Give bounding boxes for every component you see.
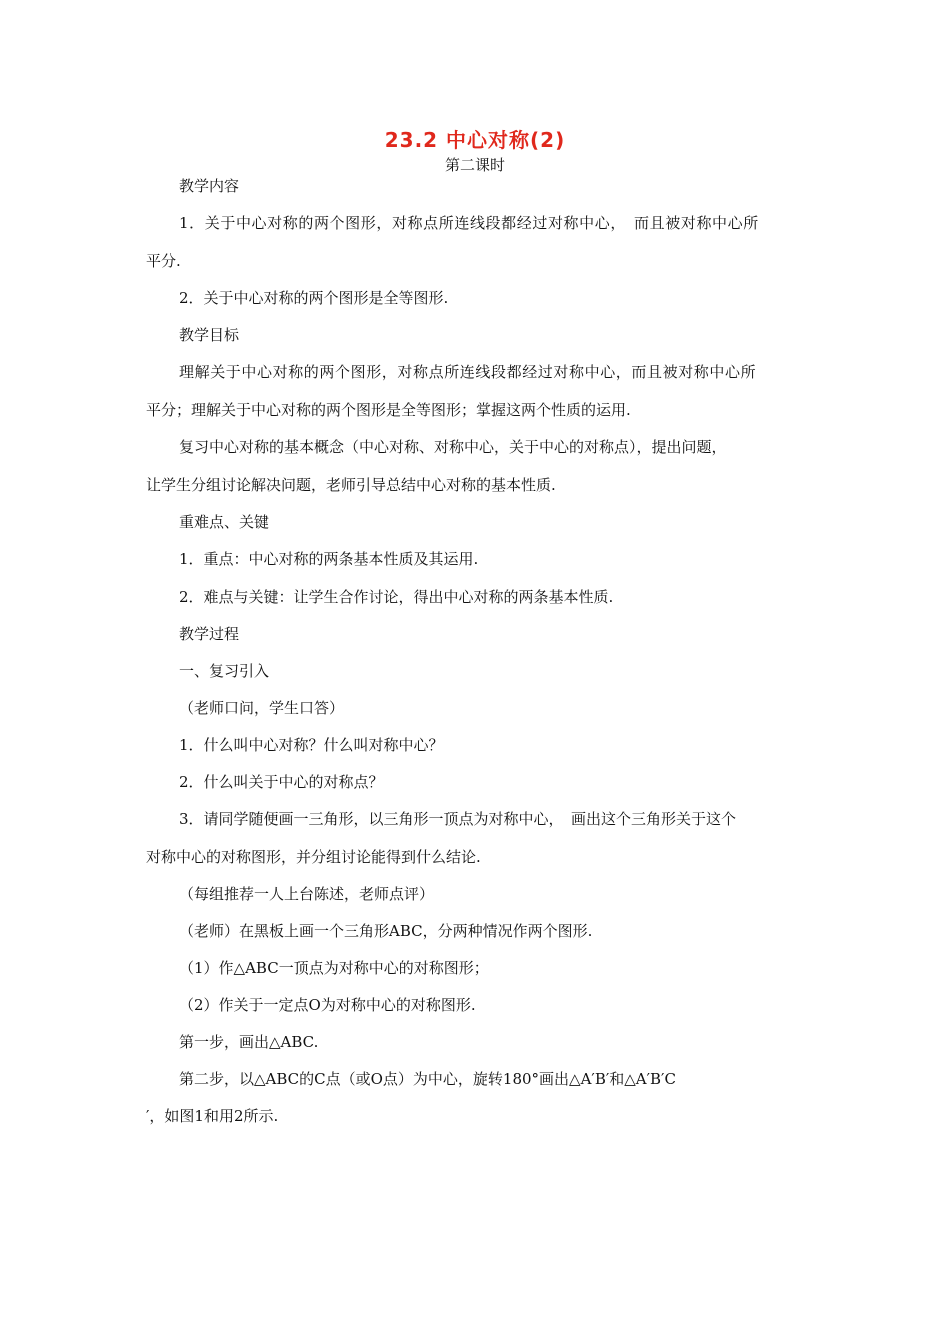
section-heading-content: 教学内容 [179, 177, 240, 195]
subsection-heading: 一、复习引入 [179, 662, 270, 680]
paragraph-line: （2）作关于一定点O为对称中心的对称图形. [179, 996, 476, 1014]
section-heading-keypoints: 重难点、关键 [179, 513, 270, 531]
page-subtitle: 第二课时 [444, 156, 505, 174]
paragraph-line: 2．什么叫关于中心的对称点？ [179, 773, 384, 791]
paragraph-line: （1）作△ABC一顶点为对称中心的对称图形； [179, 959, 489, 977]
paragraph-line: 复习中心对称的基本概念（中心对称、对称中心，关于中心的对称点），提出问题， [179, 438, 727, 456]
paragraph-line: （每组推荐一人上台陈述，老师点评） [179, 885, 435, 903]
paragraph-line: （老师）在黑板上画一个三角形ABC，分两种情况作两个图形. [179, 922, 593, 940]
section-heading-process: 教学过程 [179, 625, 240, 643]
page-title: 23.2 中心对称(2) [384, 128, 566, 152]
paragraph-line: 让学生分组讨论解决问题，老师引导总结中心对称的基本性质. [146, 476, 556, 494]
paragraph-line: 平分；理解关于中心对称的两个图形是全等图形；掌握这两个性质的运用. [146, 401, 631, 419]
paragraph-line: 平分. [146, 252, 181, 270]
paragraph-line: 3．请同学随便画一三角形，以三角形一顶点为对称中心， 画出这个三角形关于这个 [179, 810, 737, 828]
paragraph-line: 对称中心的对称图形，并分组讨论能得到什么结论. [146, 848, 481, 866]
paragraph-line: 1．重点：中心对称的两条基本性质及其运用. [179, 550, 479, 568]
paragraph-line: 2．关于中心对称的两个图形是全等图形. [179, 289, 449, 307]
paragraph-line: 1．关于中心对称的两个图形，对称点所连线段都经过对称中心， 而且被对称中心所 [179, 214, 759, 232]
section-heading-objectives: 教学目标 [179, 326, 240, 344]
paragraph-line: （老师口问，学生口答） [179, 699, 345, 717]
paragraph-line: 1．什么叫中心对称？什么叫对称中心？ [179, 736, 444, 754]
paragraph-line: 第二步，以△ABC的C点（或O点）为中心，旋转180°画出△A′B′和△A′B′C [179, 1070, 676, 1088]
paragraph-line: 理解关于中心对称的两个图形，对称点所连线段都经过对称中心，而且被对称中心所 [179, 363, 757, 381]
paragraph-line: 2．难点与关键：让学生合作讨论，得出中心对称的两条基本性质. [179, 588, 614, 606]
paragraph-line: ′，如图1和用2所示. [146, 1107, 279, 1125]
paragraph-line: 第一步，画出△ABC. [179, 1033, 319, 1051]
